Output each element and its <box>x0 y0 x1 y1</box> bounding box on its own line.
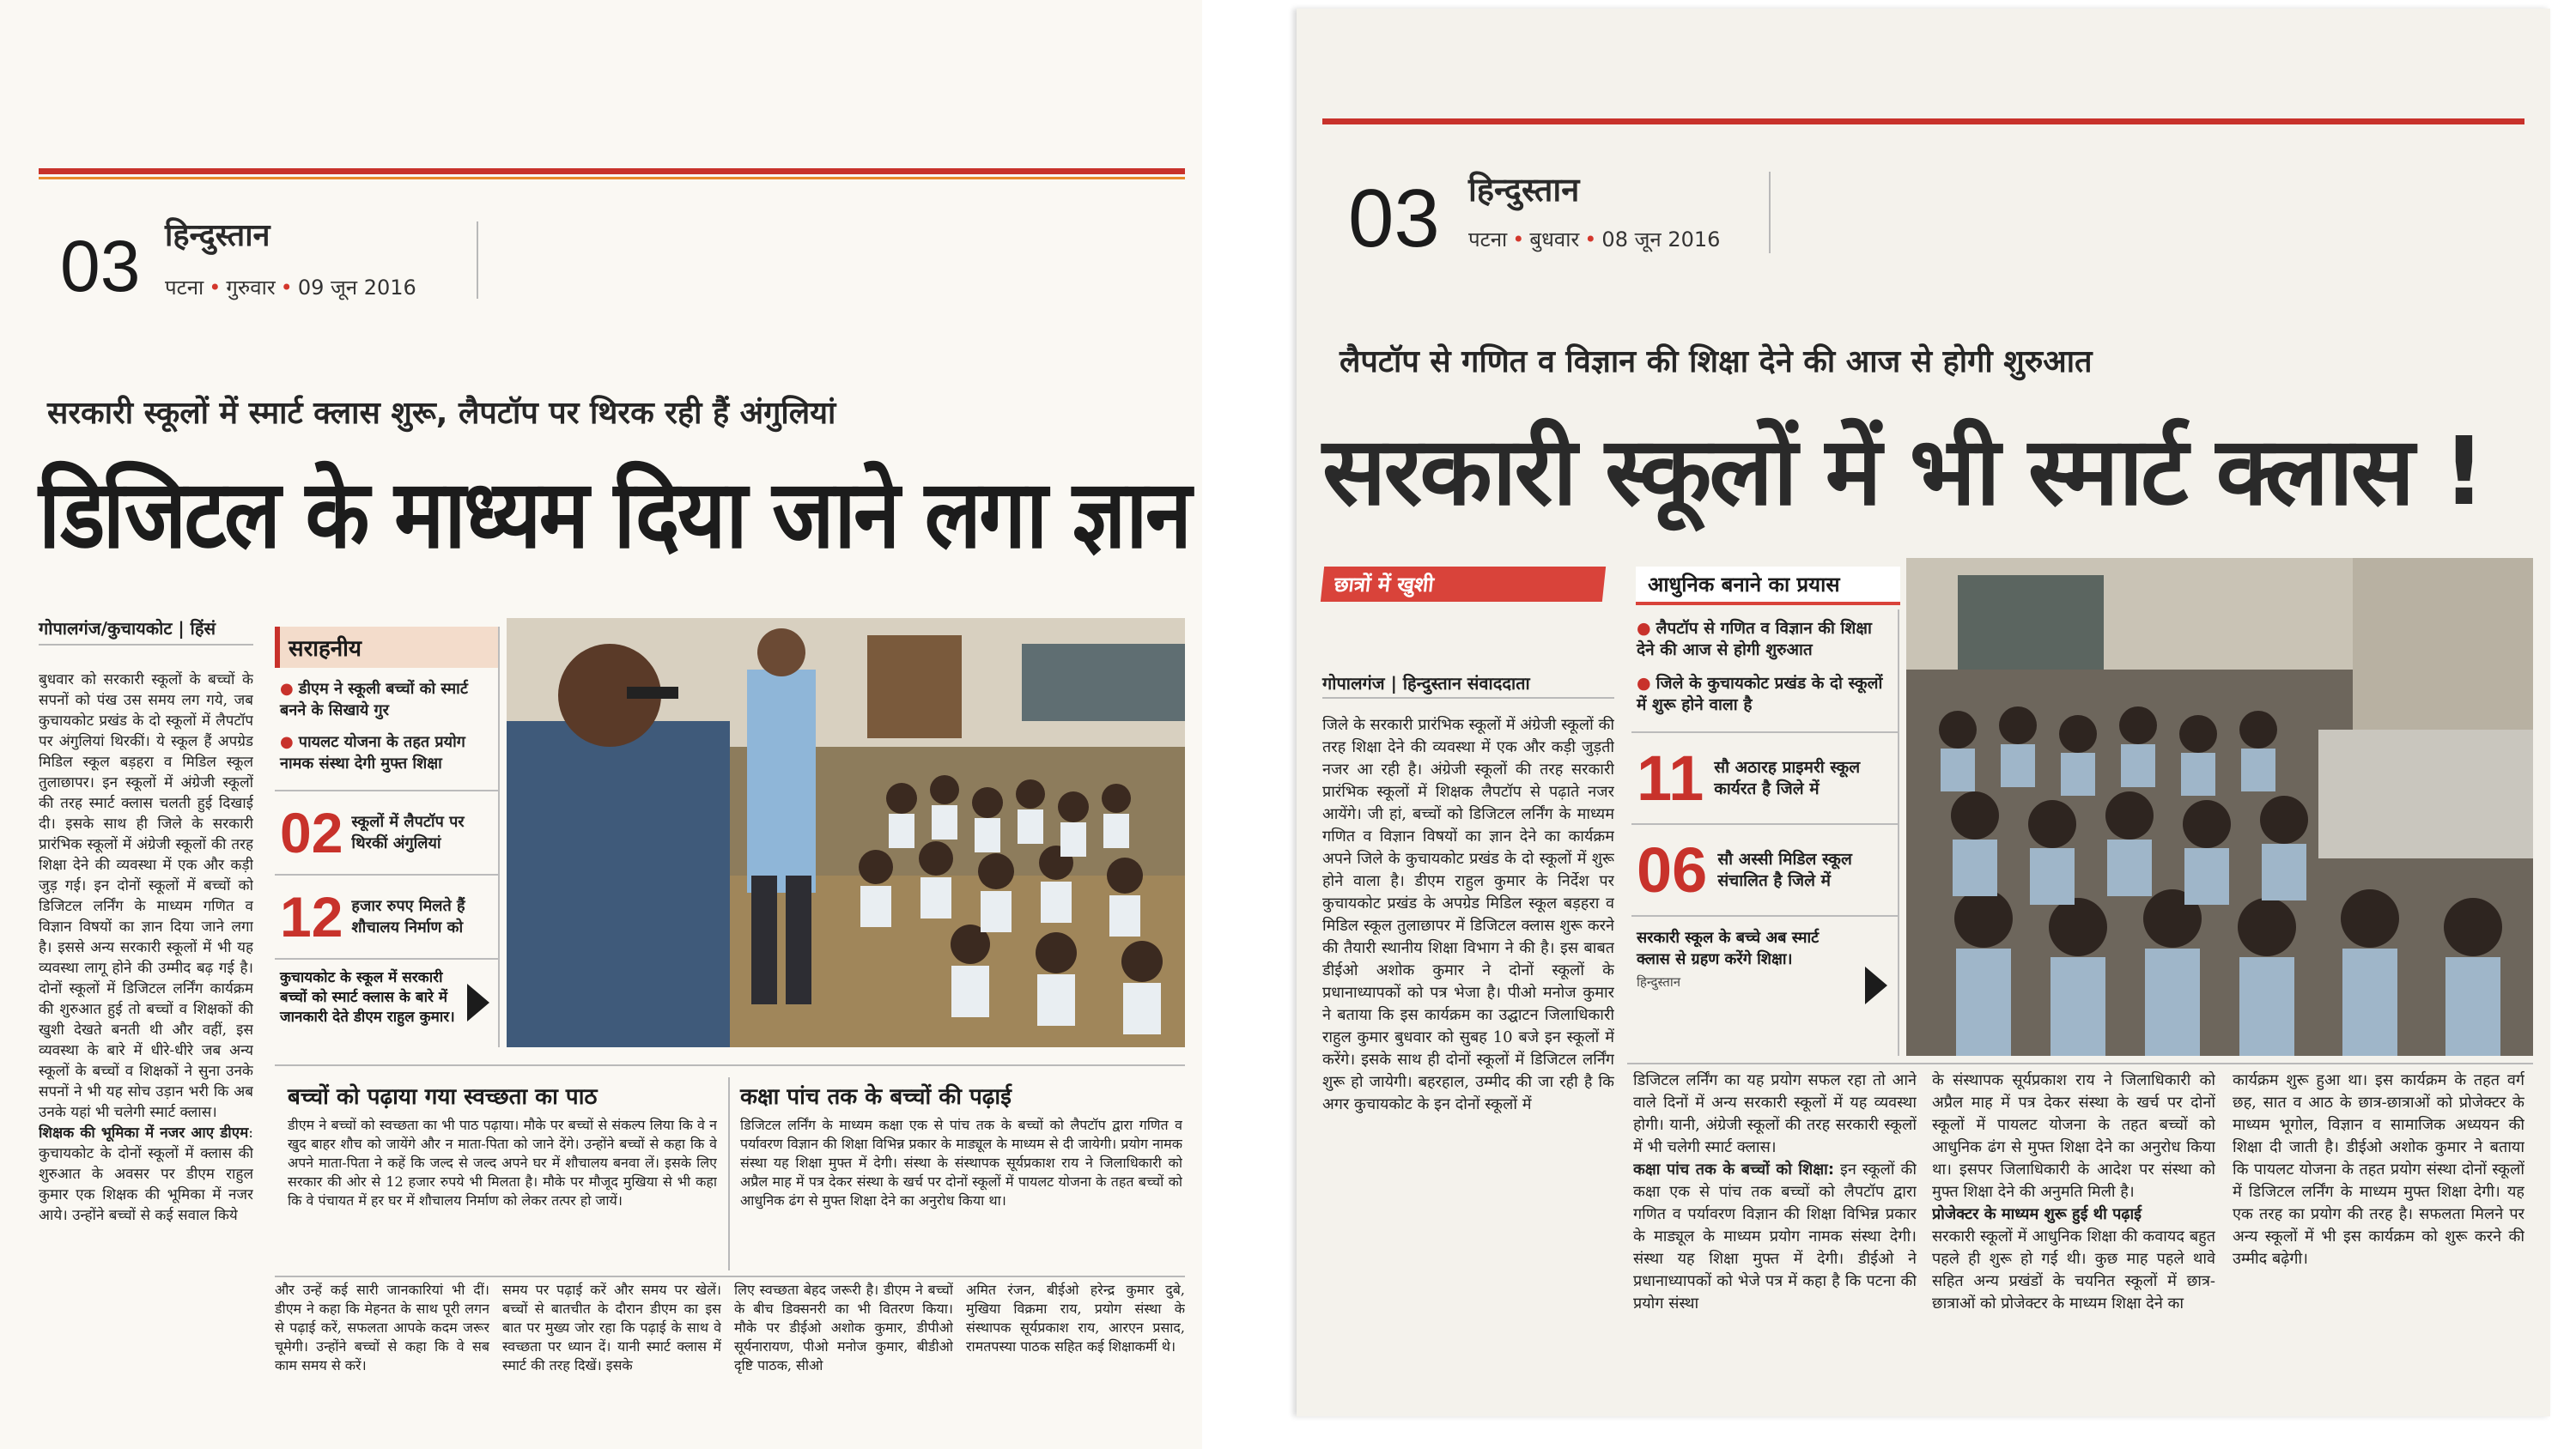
body-column-2: डिजिटल लर्निंग का यह प्रयोग सफल रहा तो आने वाले दिनों में अन्य सरकारी स्कूलों में यह व्यवस्था होगी। यानी, अंग्रेजी स्कूलों की तरह सरकारी स्कूलों में भी चलेगी स्मार्ट क्लास। कक्षा पांच तक के बच्चों को शिक्षा: इन स्कूलों की कक्षा एक से पांच तक बच्चों को लैपटॉप द्वारा गणित व पर्यावरण विज्ञान की शिक्षा विभिन्न प्रकार के माड्यूल के माध्यम प्रयोग नामक संस्था देगी। संस्था यह शिक्षा मुफ्त में देगी। डीईओ ने प्रधानाध्यापकों को भेजे पत्र में कहा है कि पटना की प्रयोग संस्था <box>1633 1071 1917 1313</box>
stat-number: 06 <box>1637 834 1708 906</box>
body-column-5: अमित रंजन, बीईओ हरेन्द्र कुमार दुबे, मुखिया विक्रमा राय, प्रयोग संस्था के संस्थापक सूर्यप्रकाश राय, आरएन प्रसाद, रामतपस्या पाठक सहित कई शिक्षाकर्मी थे। <box>966 1282 1185 1355</box>
stat-block-1 <box>1631 731 1898 823</box>
classroom-photo-illustration <box>507 618 1185 1047</box>
kicker: लैपटॉप से गणित व विज्ञान की शिक्षा देने की आज से होगी शुरुआत <box>1340 344 2093 379</box>
masthead-divider <box>477 221 478 299</box>
stat-block-2 <box>275 874 498 958</box>
masthead-red-rule <box>1322 118 2524 124</box>
tag-modernization: आधुनिक बनाने का प्रयास <box>1636 567 1900 605</box>
kicker: सरकारी स्कूलों में स्मार्ट क्लास शुरू, लैपटॉप पर थिरक रही हैं अंगुलियां <box>47 396 836 431</box>
sidebar-point: ● लैपटॉप से गणित व विज्ञान की शिक्षा देने की आज से होगी शुरुआत <box>1637 619 1872 659</box>
classroom-photo <box>1906 558 2533 1056</box>
masthead-red-rule <box>39 168 1185 174</box>
caption-arrow-icon <box>1865 967 1887 1004</box>
page-number: 03 <box>1348 173 1440 264</box>
stat-number: 12 <box>280 885 343 949</box>
sub-story-2-text: डिजिटल लर्निंग के माध्यम कक्षा एक से पांच तक के बच्चों को लैपटॉप द्वारा गणित व पर्यावरण विज्ञान की शिक्षा विभिन्न प्रकार के माड्यूल के माध्यम से दी जायेगी। प्रयोग नामक संस्था यह शिक्षा मुफ्त में देगी। संस्था के संस्थापक सूर्यप्रकाश राय ने जिलाधिकारी को अप्रैल माह में पत्र देकर संस्था के खर्च पर दोनों स्कूलों में पायलट योजना के तहत बच्चों को आधुनिक ढंग से मुफ्त शिक्षा देने का अनुरोध किया था। <box>740 1117 1182 1209</box>
stat-block-1 <box>275 790 498 874</box>
byline: गोपालगंज | हिन्दुस्तान संवाददाता <box>1322 673 1530 694</box>
sidebar-point: ● डीएम ने स्कूली बच्चों को स्मार्ट बनने के सिखाये गुर <box>280 680 468 719</box>
stat-number: 11 <box>1637 743 1704 814</box>
tag-students-joy: छात्रों में खुशी <box>1321 567 1606 602</box>
stat-block-2 <box>1631 823 1898 915</box>
left-newspaper-clipping <box>0 0 1202 1449</box>
byline-rule <box>1322 697 1614 699</box>
byline-rule <box>39 644 253 646</box>
body-column-4: लिए स्वच्छता बेहद जरूरी है। डीएम ने बच्चों के बीच डिक्सनरी का भी वितरण किया। मौके पर डीईओ अशोक कुमार, डीपीओ सूर्यनारायण, पीओ मनोज कुमार, बीडीओ दृष्टि पाठक, सीओ <box>734 1282 953 1373</box>
body-subhead: कक्षा पांच तक के बच्चों को शिक्षा: <box>1633 1161 1835 1179</box>
classroom-photo <box>507 618 1185 1047</box>
page-number: 03 <box>60 226 141 306</box>
stat-text: हजार रुपए मिलते हैं शौचालय निर्माण को <box>351 897 465 937</box>
photo-caption: कुचायकोट के स्कूल में सरकारी बच्चों को स्मार्ट क्लास के बारे में जानकारी देते डीएम राहुल कुमार। <box>275 958 498 1028</box>
stat-number: 02 <box>280 801 343 864</box>
headline: डिजिटल के माध्यम दिया जाने लगा ज्ञान <box>39 459 1190 569</box>
stat-text: सौ अस्सी मिडिल स्कूल संचालित है जिले में <box>1717 849 1852 890</box>
dateline: पटना • गुरुवार • 09 जून 2016 <box>165 276 416 300</box>
body-column-4: कार्यक्रम शुरू हुआ था। इस कार्यक्रम के तहत वर्ग छह, सात व आठ के छात्र-छात्राओं को प्रोजेक्टर के माध्यम भूगोल, विज्ञान व सामाजिक अध्ययन की शिक्षा दी जाती है। डीईओ अशोक कुमार ने बताया कि पायलट योजना के तहत प्रयोग संस्था दोनों स्कूलों में डिजिटल लर्निंग के माध्यम मुफ्त शिक्षा देगी। यह एक तरह का प्रयोग की तरह है। सफलता मिलने पर अन्य स्कूलों में भी इस कार्यक्रम को शुरू करने की उम्मीद बढ़ेगी। <box>2233 1071 2524 1268</box>
sub-story-top-rule <box>275 1064 1185 1066</box>
masthead-orange-rule <box>39 177 1185 179</box>
sidebar-box <box>1631 609 1899 1056</box>
body-column-3: समय पर पढ़ाई करें और समय पर खेलें। बच्चों से बातचीत के दौरान डीएम का इस बात पर मुख्य जोर रहा कि पढ़ाई के साथ वे स्वच्छता पर ध्यान दें। यानी स्मार्ट क्लास में स्मार्ट की तरह दिखें। इसके <box>502 1282 721 1373</box>
sub-story-1-title: बच्चों को पढ़ाया गया स्वच्छता का पाठ <box>288 1084 598 1110</box>
body-column-1: बुधवार को सरकारी स्कूलों के बच्चों के सपनों को पंख उस समय लग गये, जब कुचायकोट प्रखंड के दो स्कूलों में लैपटॉप पर अंगुलियां थिरकीं। ये स्कूल हैं अपग्रेड मिडिल स्कूल बड़हरा व मिडिल स्कूल तुलाछापर। इन स्कूलों में अंग्रेजी स्कूलों की तरह स्मार्ट क्लास चलती हुई दिखाई दी। इसके साथ ही जिले के सरकारी प्रारंभिक स्कूलों में अंग्रेजी स्कूलों की तरह शिक्षा देने की व्यवस्था में एक और कड़ी जुड़ गई। इन दोनों स्कूलों में बच्चों को डिजिटल लर्निंग के माध्यम गणित व विज्ञान विषयों का ज्ञान दिया जाने लगा है। इससे अन्य सरकारी स्कूलों में भी यह व्यवस्था लागू होने की उम्मीद बढ़ गई है। दोनों स्कूलों में डिजिटल लर्निंग कार्यक्रम की शुरुआत हुई तो बच्चों व शिक्षकों की खुशी देखते बनती थी और वहीं, इस व्यवस्था के बारे में धीरे-धीरे जब अन्य स्कूलों के बच्चों व शिक्षकों ने सुना उनके सपनों ने भी यह सोच उड़ान भरी कि अब उनके यहां भी चलेगी स्मार्ट क्लास। शिक्षक की भूमिका में नजर आए डीएम: कुचायकोट के दोनों स्कूलों में क्लास की शुरुआत के अवसर पर डीएम राहुल कुमार एक शिक्षक की भूमिका में नजर आये। उन्होंने बच्चों से कई सवाल किये <box>39 671 253 1224</box>
dateline: पटना • बुधवार • 08 जून 2016 <box>1468 227 1721 252</box>
body-column-2: और उन्हें कई सारी जानकारियां भी दीं। डीएम ने कहा कि मेहनत के साथ पूरी लगन से पढ़ाई करें, सफलता आपके कदम जरूर चूमेगी। उन्होंने बच्चों से कहा कि वे सब काम समय से करें। <box>275 1282 489 1373</box>
body-subhead: शिक्षक की भूमिका में नजर आए डीएम <box>39 1125 249 1142</box>
sidebar-box <box>275 627 500 1047</box>
sidebar-title: सराहनीय <box>275 627 498 668</box>
classroom-photo-illustration <box>1906 558 2533 1056</box>
sub-story-2-title: कक्षा पांच तक के बच्चों की पढ़ाई <box>740 1084 1012 1110</box>
body-column-3: के संस्थापक सूर्यप्रकाश राय ने जिलाधिकारी को अप्रैल माह में पत्र देकर संस्था के खर्च पर दोनों स्कूलों में पायलट योजना के तहत बच्चों को आधुनिक ढंग से मुफ्त शिक्षा देने का अनुरोध किया था। इसपर जिलाधिकारी के आदेश पर संस्था को मुफ्त शिक्षा देने की अनुमति मिली है। प्रोजेक्टर के माध्यम शुरू हुई थी पढ़ाई सरकारी स्कूलों में आधुनिक शिक्षा की कवायद बहुत पहले ही शुरू हो गई थी। कुछ माह पहले थावे सहित अन्य प्रखंडों के चयनित स्कूलों में छात्र-छात्राओं को प्रोजेक्टर के माध्यम शिक्षा देने का <box>1932 1071 2215 1313</box>
masthead-divider <box>1769 172 1771 253</box>
right-newspaper-clipping <box>1297 9 2550 1416</box>
bottom-columns-rule <box>275 1276 1185 1277</box>
paper-name: हिन्दुस्तान <box>1468 171 1580 209</box>
stat-text: स्कूलों में लैपटॉप पर थिरकीं अंगुलियां <box>351 813 465 852</box>
paper-name: हिन्दुस्तान <box>165 218 270 253</box>
sub-story-1-text: डीएम ने बच्चों को स्वच्छता का भी पाठ पढ़ाया। मौके पर बच्चों से संकल्प लिया कि वे न खुद बाहर शौच को जायेंगे और न माता-पिता को जाने देंगे। उन्होंने बच्चों से कहा कि वे अपने माता-पिता ने कहें कि जल्द से जल्द अपने घर में शौचालय बनवा लें। इसके लिए सरकार की ओर से 12 हजार रुपये भी मिलता है। मौके पर मौजूद मुखिया से भी कहा कि वे पंचायत में हर घर में शौचालय निर्माण को लेकर तत्पर हो जायें। <box>288 1117 717 1209</box>
byline: गोपालगंज/कुचायकोट | हिंसं <box>39 618 216 639</box>
body-column-1: जिले के सरकारी प्रारंभिक स्कूलों में अंग्रेजी स्कूलों की तरह शिक्षा देने की व्यवस्था में एक और कड़ी जुड़ती नजर आ रही है। अंग्रेजी स्कूलों की तरह सरकारी प्रारंभिक स्कूलों में शिक्षक लैपटॉप से पढ़ाते नजर आयेंगे। जी हां, बच्चों को डिजिटल लर्निंग के माध्यम गणित व विज्ञान विषयों का ज्ञान देने का कार्यक्रम अपने जिले के कुचायकोट प्रखंड के दो स्कूलों में शुरू होने वाला है। डीएम राहुल कुमार के निर्देश पर कुचायकोट प्रखंड के अपग्रेड मिडिल स्कूल बड़हरा व मिडिल स्कूल तुलाछापर में डिजिटल क्लास शुरू करने की तैयारी स्थानीय शिक्षा विभाग ने की है। इस बाबत डीईओ अशोक कुमार ने दोनों स्कूलों के प्रधानाध्यापकों को पत्र भेजा है। पीओ मनोज कुमार ने बताया कि इस कार्यक्रम का उद्घाटन जिलाधिकारी राहुल कुमार बुधवार को सुबह 10 बजे इन स्कूलों में करेंगे। इसके साथ ही दोनों स्कूलों में डिजिटल लर्निंग शुरू हो जायेगी। बहरहाल, उम्मीद की जा रही है कि अगर कुचायकोट के इन दोनों स्कूलों में <box>1322 716 1614 1113</box>
body-subhead: प्रोजेक्टर के माध्यम शुरू हुई थी पढ़ाई <box>1932 1205 2142 1223</box>
photo-credit: हिन्दुस्तान <box>1637 974 1681 990</box>
sidebar-point: ● जिले के कुचायकोट प्रखंड के दो स्कूलों में शुरू होने वाला है <box>1637 674 1883 714</box>
sidebar-point: ● पायलट योजना के तहत प्रयोग नामक संस्था देगी मुफ्त शिक्षा <box>280 733 465 773</box>
stat-text: सौ अठारह प्राइमरी स्कूल कार्यरत है जिले में <box>1714 757 1861 798</box>
caption-arrow-icon <box>467 984 489 1022</box>
sub-story-divider <box>728 1077 730 1270</box>
lower-columns-rule <box>1627 1063 2533 1064</box>
photo-caption: सरकारी स्कूल के बच्चे अब स्मार्ट क्लास से ग्रहण करेंगे शिक्षा। <box>1631 915 1898 970</box>
headline: सरकारी स्कूलों में भी स्मार्ट क्लास ! <box>1322 416 2483 526</box>
